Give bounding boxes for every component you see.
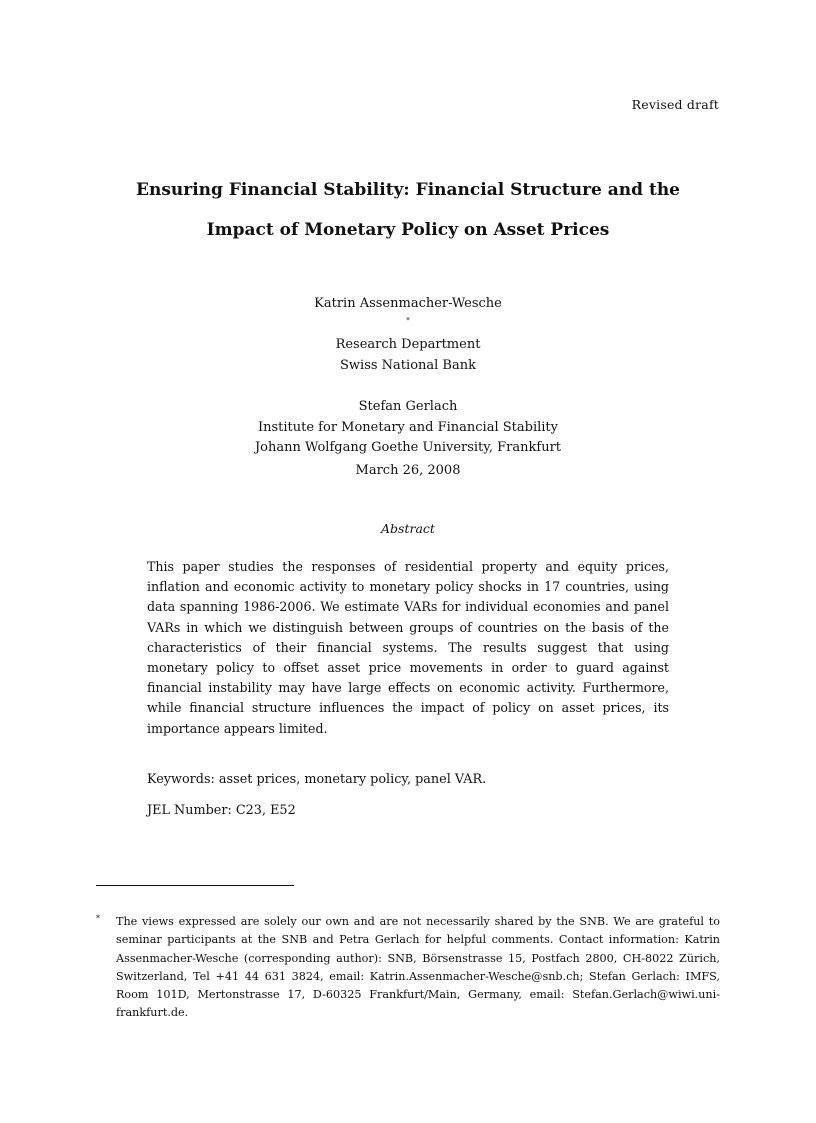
author-name-text: Katrin Assenmacher-Wesche: [314, 296, 502, 311]
footnote: [96, 913, 720, 1023]
title-line-1: Ensuring Financial Stability: Financial Structure and the: [136, 180, 680, 200]
jel-classification: JEL Number: C23, E52: [147, 803, 296, 818]
author-block: [100, 294, 716, 376]
author-affiliation: Swiss National Bank: [340, 357, 476, 373]
abstract-heading: Abstract: [381, 521, 435, 536]
keywords: Keywords: asset prices, monetary policy, panel VAR.: [147, 772, 487, 787]
author-affiliation: Institute for Monetary and Financial Stability: [257, 419, 559, 435]
author-list: [100, 294, 716, 459]
paper-date: March 26, 2008: [355, 463, 461, 478]
abstract-text: This paper studies the responses of residential property and equity prices, inflation and economic activity to monetary policy shocks in 17 countries, using data spanning 1986-2006. We estimate VARs for individual economies and panel VARs in which we distinguish between groups of countries on the basis of the characteristics of their financial systems. The results suggest that using monetary policy to offset asset price movements in order to guard against financial instability may have large effects on economic activity. Furthermore, while financial structure influences the impact of policy on asset prices, its importance appears limited.: [147, 559, 669, 736]
footnote-symbol: *: [96, 914, 100, 923]
footnote-text: The views expressed are solely our own and are not necessarily shared by the SNB. We are grateful to seminar participants at the SNB and Petra Gerlach for helpful comments. Contact information: Katrin Assenmacher-Wesche (corresponding author): SNB, Börsenstrasse 15, Postfach 2800, CH-8022 Zürich, Switzerland, Tel +41 44 631 3824, email: Katrin.Assenmacher-Wesche@snb.ch; Stefan Gerlach: IMFS, Room 101D, Mertonstrasse 17, D-60325 Frankfurt/Main, Germany, email: Stefan.Gerlach@wiwi.uni-frankfurt.de.: [116, 915, 720, 1020]
title-line-2: Impact of Monetary Policy on Asset Prices: [206, 220, 610, 240]
footnote-divider: [96, 885, 294, 886]
author-block: [100, 397, 716, 459]
author-affiliation: Johann Wolfgang Goethe University, Frankfurt: [254, 440, 562, 455]
draft-label: Revised draft: [631, 97, 719, 112]
author-affiliation: Research Department: [335, 337, 481, 352]
author-name: [100, 294, 716, 335]
author-name: Stefan Gerlach: [358, 399, 458, 414]
paper-title: [100, 170, 716, 250]
footnote-reference-mark[interactable]: *: [406, 316, 410, 325]
